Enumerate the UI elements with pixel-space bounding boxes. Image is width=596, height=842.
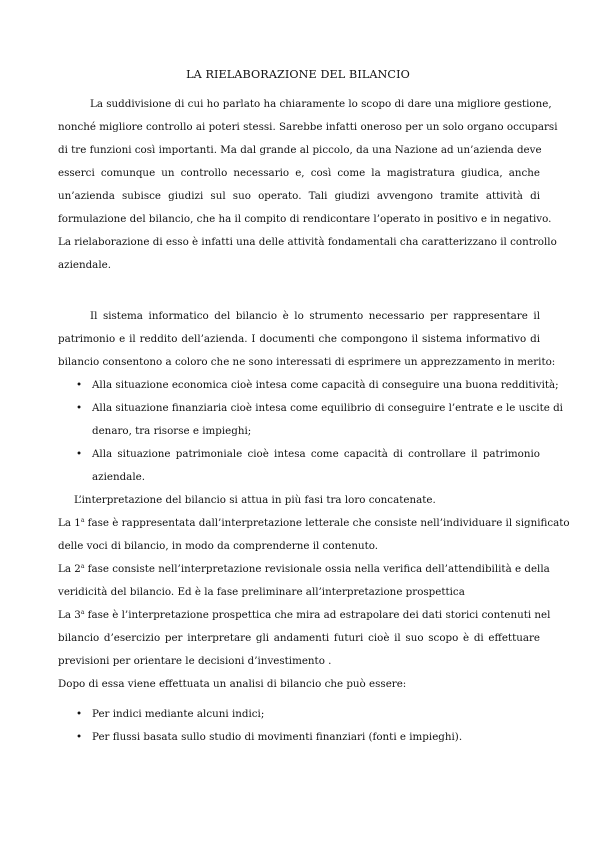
fase-3-label: La 3 bbox=[58, 609, 81, 621]
text-line: esserci comunque un controllo necessario e, così come la magistratura giudica, anche bbox=[58, 167, 540, 179]
text-line: aziendale. bbox=[58, 259, 111, 271]
text-line: bilancio d’esercizio per interpretare gli andamenti futuri cioè il suo scopo è di effettuare bbox=[58, 632, 540, 644]
list-item-text: Per flussi basata sullo studio di movimenti finanziari (fonti e impieghi). bbox=[92, 731, 463, 743]
bullet-list-situazioni bbox=[58, 374, 563, 489]
fase-2-line bbox=[58, 558, 550, 581]
bullet-icon: • bbox=[76, 402, 83, 414]
text-line: Il sistema informatico del bilancio è lo strumento necessario per rappresentare il bbox=[90, 310, 540, 322]
list-item bbox=[58, 726, 540, 749]
fase-1-text: fase è rappresentata dall’interpretazione letterale che consiste nell’individuare il significato bbox=[84, 517, 570, 529]
list-item bbox=[58, 703, 540, 726]
fase-1-line bbox=[58, 512, 570, 535]
list-item bbox=[58, 443, 540, 489]
text-line: formulazione del bilancio, che ha il compito di rendicontare l’operato in positivo e in negativo. bbox=[58, 213, 552, 225]
bullet-icon: • bbox=[76, 448, 83, 460]
paragraph-fasi bbox=[58, 489, 570, 696]
text-line: bilancio consentono a coloro che ne sono interessati di esprimere un apprezzamento in merito: bbox=[58, 356, 556, 368]
list-item-text: Per indici mediante alcuni indici; bbox=[92, 708, 265, 720]
list-item-text: Alla situazione economica cioè intesa come capacità di conseguire una buona redditività; bbox=[92, 379, 559, 391]
text-line: La rielaborazione di esso è infatti una delle attività fondamentali cha caratterizzano il controllo bbox=[58, 236, 557, 248]
paragraph-intro bbox=[58, 93, 558, 277]
bullet-list-analisi bbox=[58, 703, 540, 749]
list-item-text: aziendale. bbox=[92, 471, 145, 483]
list-item-text: denaro, tra risorse e impieghi; bbox=[92, 425, 252, 437]
text-line: veridicità del bilancio. Ed è la fase preliminare all’interpretazione prospettica bbox=[58, 586, 465, 598]
bullet-icon: • bbox=[76, 731, 83, 743]
fase-2-sup: a bbox=[80, 563, 85, 570]
text-line: Dopo di essa viene effettuata un analisi di bilancio che può essere: bbox=[58, 678, 407, 690]
text-line: delle voci di bilancio, in modo da comprenderne il contenuto. bbox=[58, 540, 379, 552]
list-item-text: Alla situazione patrimoniale cioè intesa come capacità di controllare il patrimonio bbox=[92, 448, 540, 460]
text-line: di tre funzioni così importanti. Ma dal grande al piccolo, da una Nazione ad un’azienda deve bbox=[58, 144, 542, 156]
list-item-text: Alla situazione finanziaria cioè intesa come equilibrio di conseguire l’entrate e le uscite di bbox=[92, 402, 563, 414]
text-line: L’interpretazione del bilancio si attua in più fasi tra loro concatenate. bbox=[74, 494, 436, 506]
fase-1-label: La 1 bbox=[58, 517, 81, 529]
fase-2-text: fase consiste nell’interpretazione revisionale ossia nella verifica dell’attendibilità e della bbox=[84, 563, 550, 575]
list-item bbox=[58, 397, 563, 443]
paragraph-sistema bbox=[58, 305, 556, 374]
text-line: patrimonio e il reddito dell’azienda. I documenti che compongono il sistema informativo di bbox=[58, 333, 540, 345]
document-title: LA RIELABORAZIONE DEL BILANCIO bbox=[186, 68, 410, 81]
bullet-icon: • bbox=[76, 708, 83, 720]
text-line: La suddivisione di cui ho parlato ha chiaramente lo scopo di dare una migliore gestione, bbox=[90, 98, 552, 110]
fase-3-sup: a bbox=[80, 609, 85, 616]
list-item bbox=[58, 374, 559, 397]
fase-1-sup: a bbox=[80, 517, 85, 524]
text-line: un’azienda subisce giudizi sul suo operato. Tali giudizi avvengono tramite attività di bbox=[58, 190, 540, 202]
text-line: previsioni per orientare le decisioni d’investimento . bbox=[58, 655, 332, 667]
bullet-icon: • bbox=[76, 379, 83, 391]
text-line: nonché migliore controllo ai poteri stessi. Sarebbe infatti oneroso per un solo organo occuparsi bbox=[58, 121, 558, 133]
fase-3-line bbox=[58, 604, 551, 627]
fase-3-text: fase è l’interpretazione prospettica che mira ad estrapolare dei dati storici contenuti nel bbox=[84, 609, 551, 621]
fase-2-label: La 2 bbox=[58, 563, 81, 575]
